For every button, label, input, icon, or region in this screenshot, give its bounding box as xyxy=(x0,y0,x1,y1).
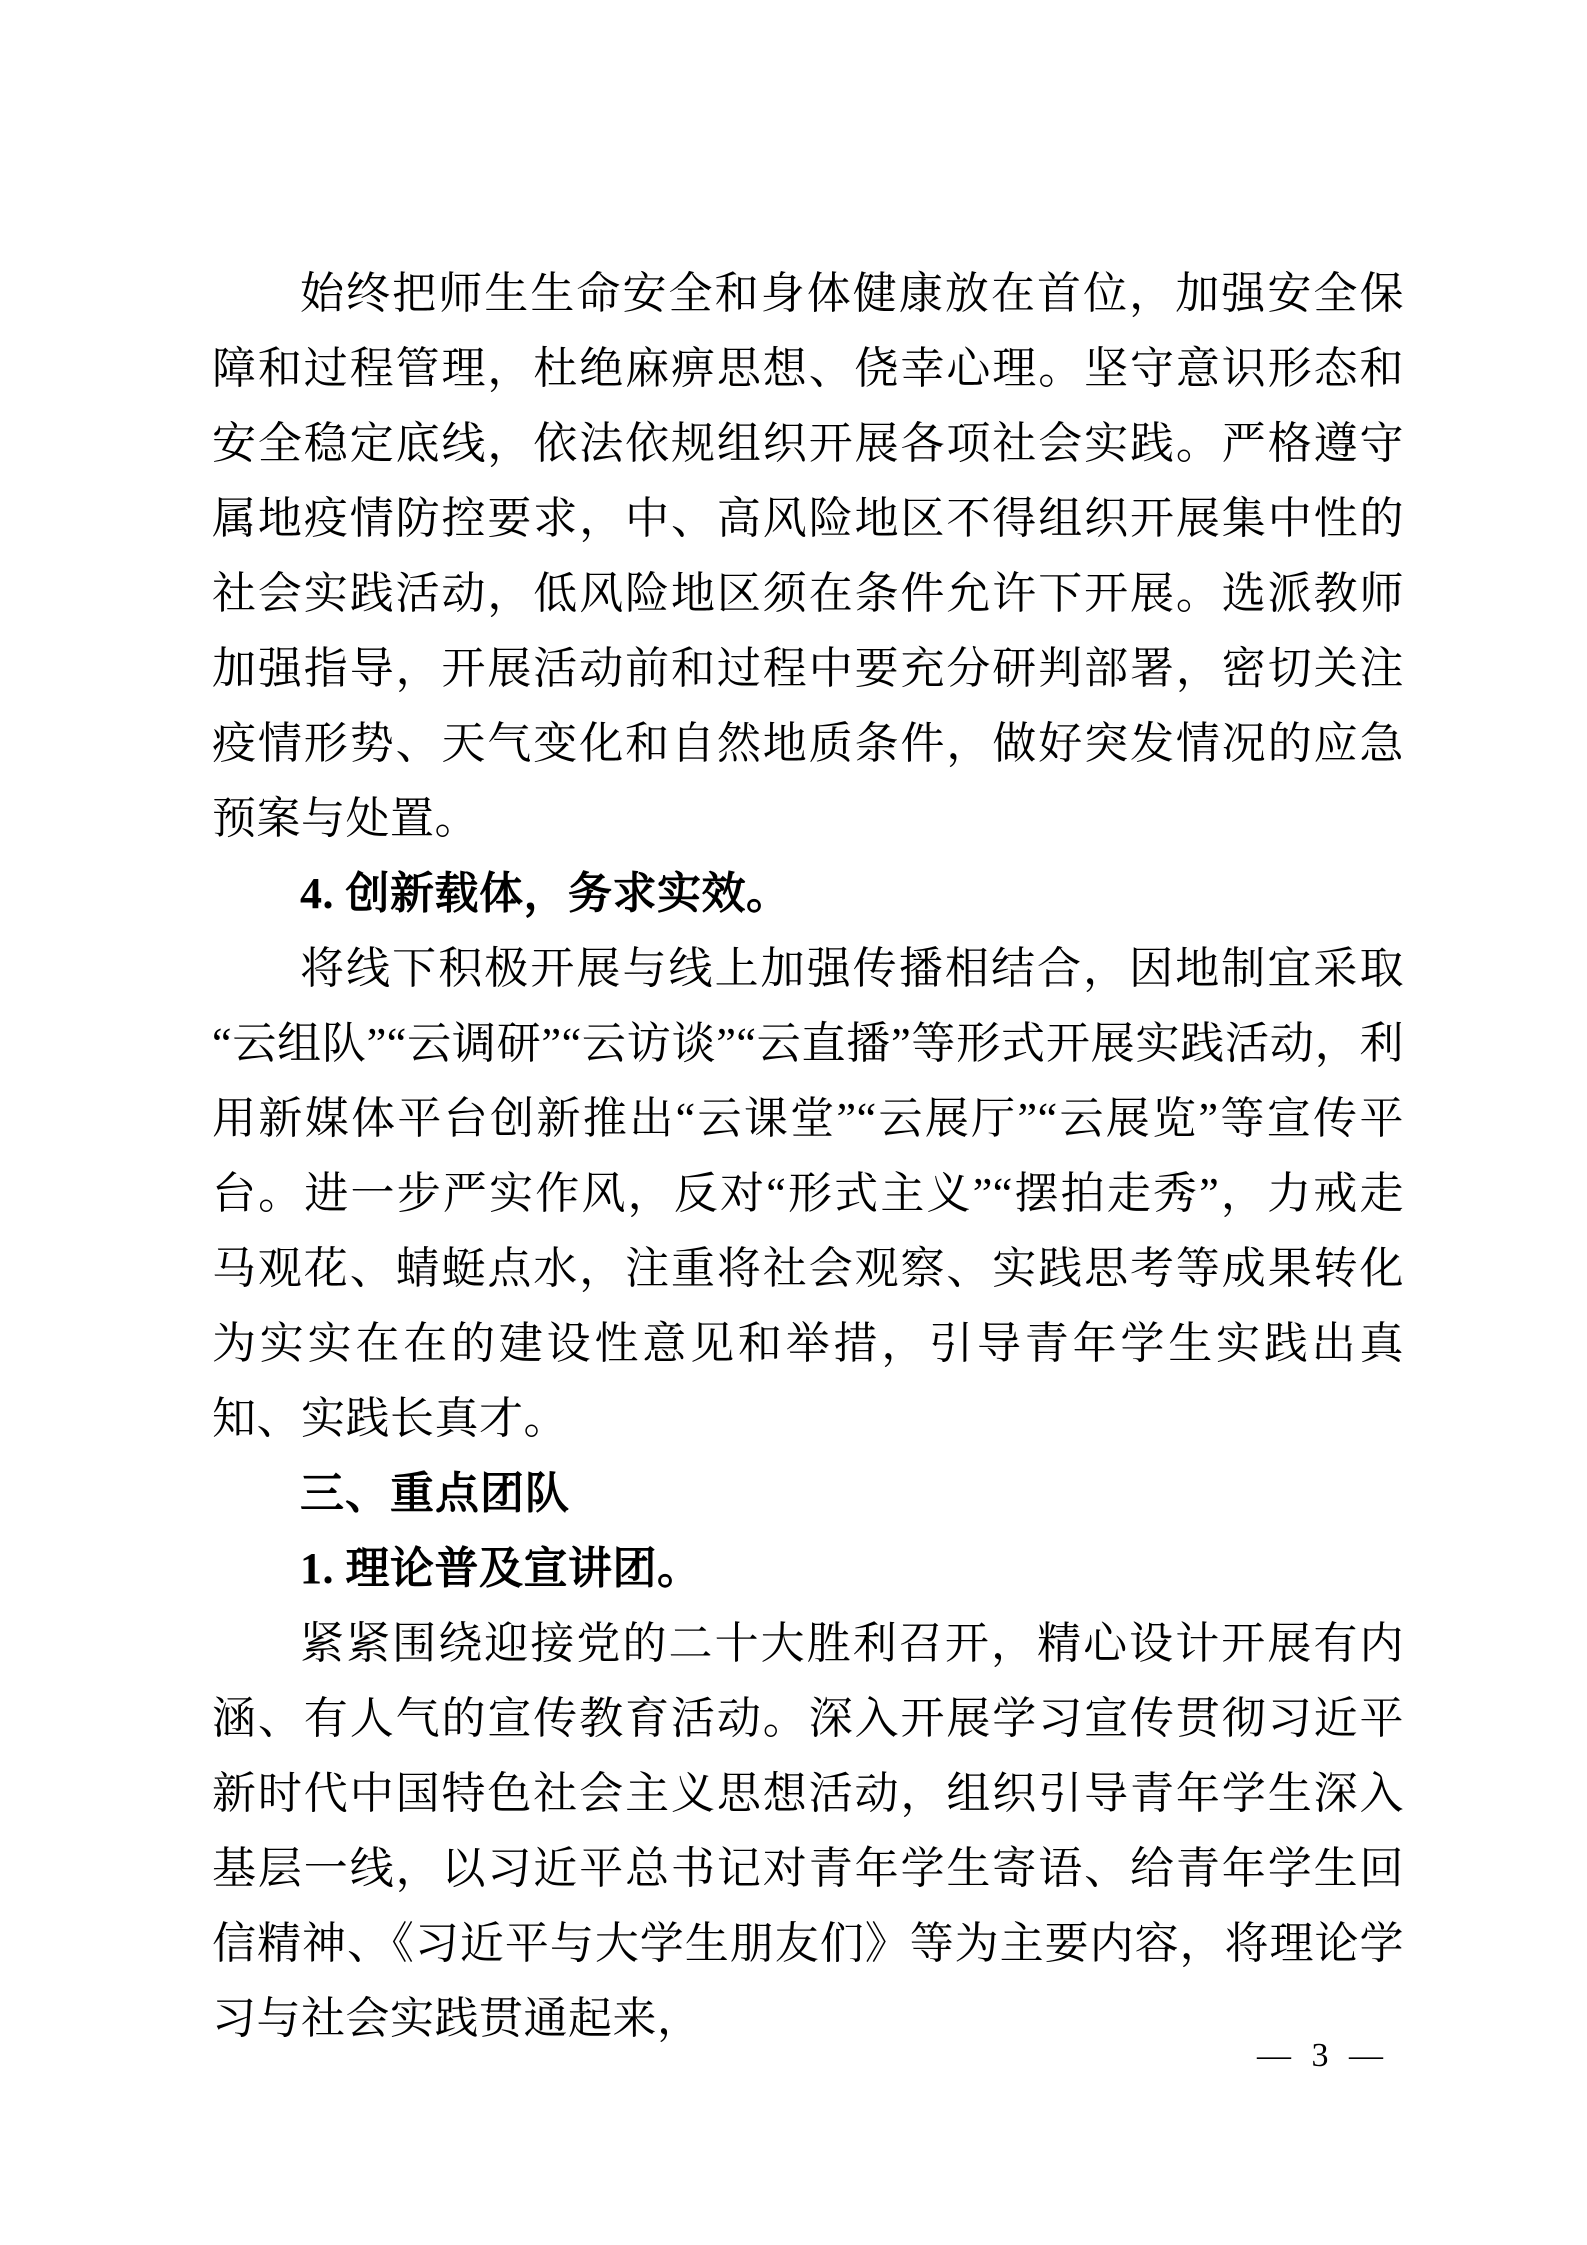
heading-item-4-innovation: 4. 创新载体，务求实效。 xyxy=(300,869,791,918)
document-body xyxy=(212,256,1404,2056)
heading-section-3-key-teams: 三、重点团队 xyxy=(300,1469,570,1518)
paragraph-innovation-carriers: 将线下积极开展与线上加强传播相结合，因地制宜采取“云组队”“云调研”“云访谈”“云直播”等形式开展实践活动，利用新媒体平台创新推出“云课堂”“云展厅”“云展览”等宣传平台。进一步严实作风，反对“形式主义”“摆拍走秀”，力戒走马观花、蜻蜓点水，注重将社会观察、实践思考等成果转化为实实在在的建设性意见和举措，引导青年学生实践出真知、实践长真才。 xyxy=(212,944,1404,1443)
paragraph-theory-team-description: 紧紧围绕迎接党的二十大胜利召开，精心设计开展有内涵、有人气的宣传教育活动。深入开展学习宣传贯彻习近平新时代中国特色社会主义思想活动，组织引导青年学生深入基层一线，以习近平总书记对青年学生寄语、给青年学生回信精神、《习近平与大学生朋友们》等为主要内容，将理论学习与社会实践贯通起来， xyxy=(212,1619,1404,2043)
page-number: — 3 — xyxy=(1257,2037,1389,2074)
paragraph-safety-requirements: 始终把师生生命安全和身体健康放在首位，加强安全保障和过程管理，杜绝麻痹思想、侥幸心理。坚守意识形态和安全稳定底线，依法依规组织开展各项社会实践。严格遵守属地疫情防控要求，中、高风险地区不得组织开展集中性的社会实践活动，低风险地区须在条件允许下开展。选派教师加强指导，开展活动前和过程中要充分研判部署，密切关注疫情形势、天气变化和自然地质条件，做好突发情况的应急预案与处置。 xyxy=(212,269,1404,843)
heading-team-1-theory-propaganda: 1. 理论普及宣讲团。 xyxy=(300,1544,702,1593)
